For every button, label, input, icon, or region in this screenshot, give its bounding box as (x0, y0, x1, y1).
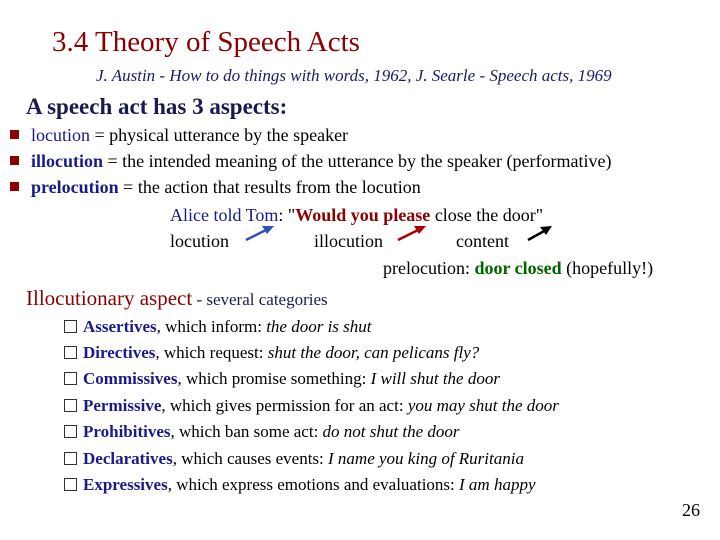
category-desc: , which express emotions and evaluations: (167, 475, 460, 494)
category-desc: , which ban some act: (170, 422, 323, 441)
category-name: Declaratives (83, 449, 173, 468)
category-item (64, 449, 524, 469)
label-illocution: illocution (314, 231, 383, 251)
category-name: Directives (83, 343, 156, 362)
prelocution-label: prelocution: (383, 258, 475, 278)
reference-line: J. Austin - How to do things with words, 1962, J. Searle - Speech acts, 1969 (96, 66, 612, 85)
category-example: I will shut the door (370, 369, 500, 388)
aspect-term: illocution (31, 151, 104, 171)
prelocution-line (383, 258, 653, 279)
prelocution-note: (hopefully!) (561, 258, 654, 278)
category-item (64, 396, 559, 416)
category-desc: , which gives permission for an act: (161, 396, 408, 415)
category-desc: , which causes events: (172, 449, 329, 468)
example-content-part: close the door" (430, 205, 544, 225)
category-item (64, 422, 460, 442)
section-heading (26, 286, 328, 311)
category-name: Commissives (83, 369, 178, 388)
aspect-term: locution (31, 125, 90, 145)
checkbox-bullet-icon (64, 425, 77, 438)
aspect-definition: = physical utterance by the speaker (90, 125, 349, 145)
category-item (64, 317, 372, 337)
checkbox-bullet-icon (64, 452, 77, 465)
category-item (64, 343, 479, 363)
checkbox-bullet-icon (64, 320, 77, 333)
aspect-definition: = the action that results from the locution (118, 177, 421, 197)
category-name: Assertives (83, 317, 157, 336)
category-example: I name you king of Ruritania (328, 449, 524, 468)
aspects-heading: A speech act has 3 aspects: (26, 94, 288, 119)
category-item (64, 369, 500, 389)
category-name: Permissive (83, 396, 162, 415)
arrow-illocution-icon (398, 226, 426, 240)
label-locution: locution (170, 231, 229, 251)
category-example: the door is shut (266, 317, 372, 336)
category-desc: , which inform: (156, 317, 267, 336)
category-example: you may shut the door (407, 396, 559, 415)
example-colon: : " (278, 205, 296, 225)
category-desc: , which promise something: (177, 369, 371, 388)
checkbox-bullet-icon (64, 346, 77, 359)
checkbox-bullet-icon (64, 399, 77, 412)
section-subtitle: - several categories (192, 290, 328, 309)
section-title: Illocutionary aspect (26, 286, 193, 310)
category-name: Prohibitives (83, 422, 171, 441)
checkbox-bullet-icon (64, 372, 77, 385)
slide-title: 3.4 Theory of Speech Acts (52, 26, 360, 58)
example-speaker: Alice told Tom (170, 205, 279, 225)
example-illocution-part: Would you please (295, 205, 431, 225)
category-name: Expressives (83, 475, 168, 494)
arrow-content-icon (528, 226, 552, 240)
label-content: content (456, 231, 509, 251)
category-item (64, 475, 536, 495)
aspect-term: prelocution (31, 177, 119, 197)
category-example: I am happy (459, 475, 536, 494)
prelocution-value: door closed (474, 258, 562, 278)
category-desc: , which request: (155, 343, 268, 362)
arrow-locution-icon (246, 226, 274, 240)
category-example: do not shut the door (322, 422, 460, 441)
category-example: shut the door, can pelicans fly? (267, 343, 480, 362)
checkbox-bullet-icon (64, 478, 77, 491)
aspect-definition: = the intended meaning of the utterance by the speaker (performative) (103, 151, 612, 171)
page-number: 26 (682, 500, 700, 520)
